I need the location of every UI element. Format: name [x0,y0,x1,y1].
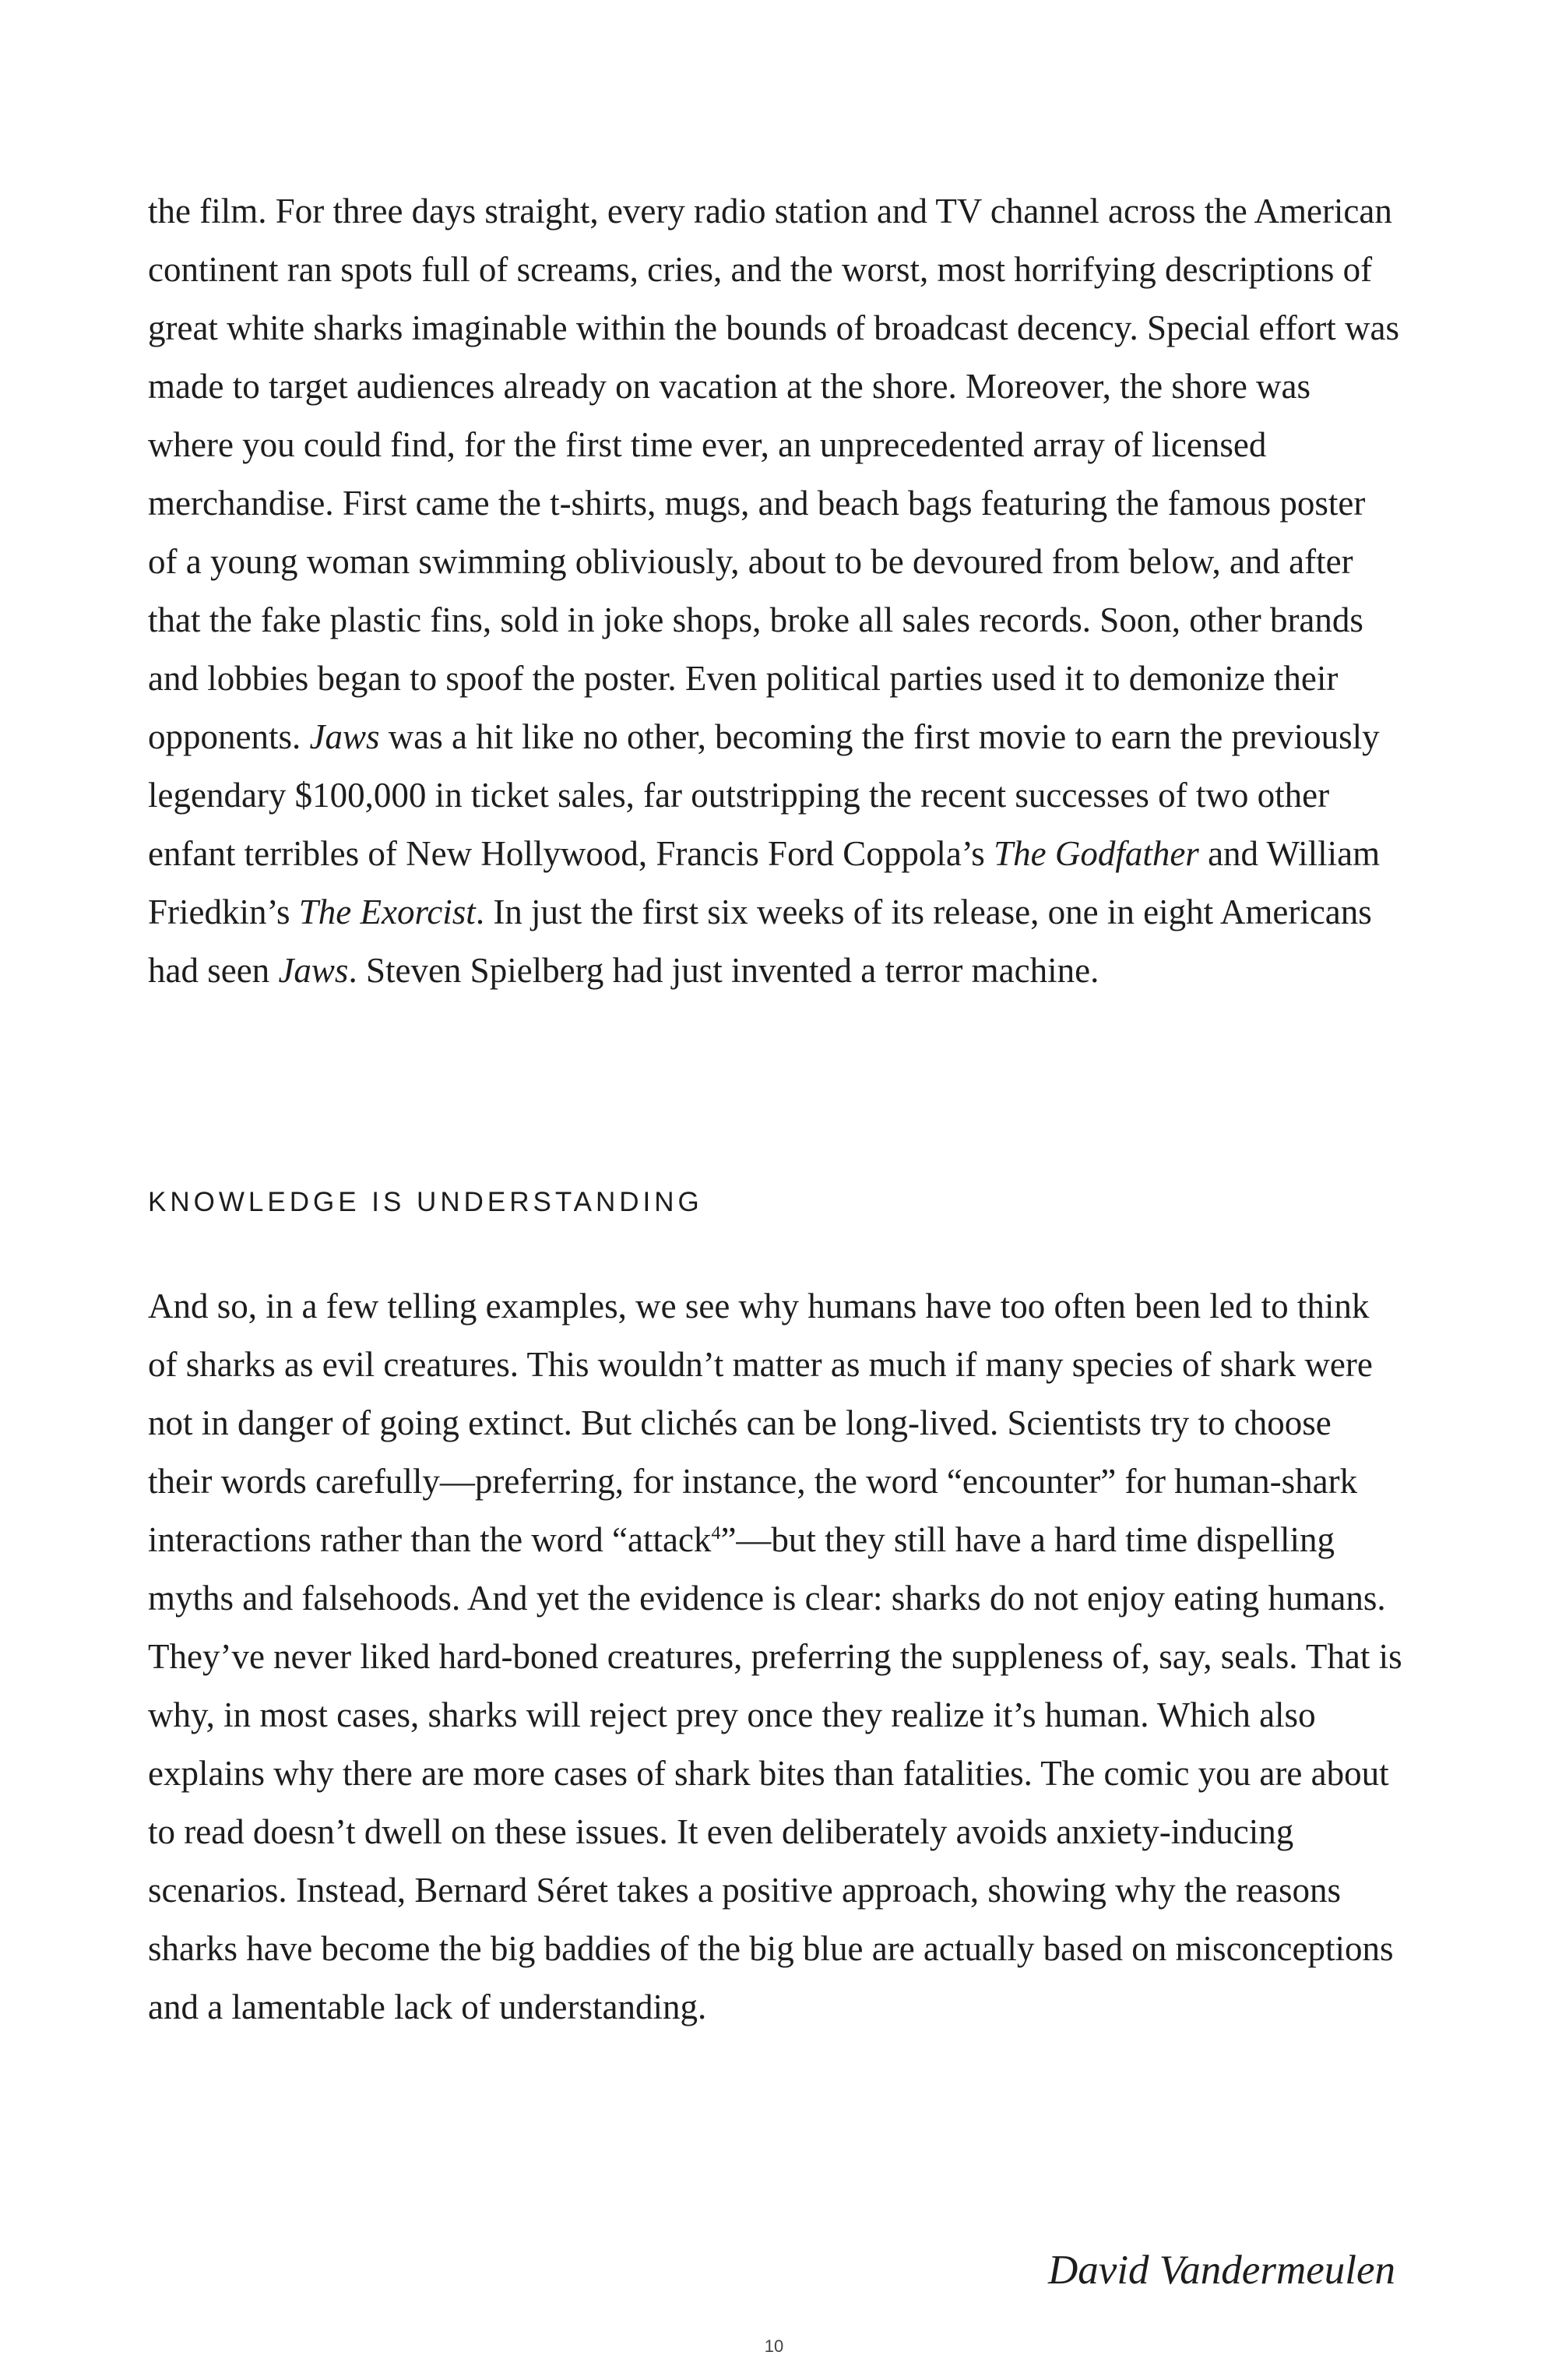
film-title-the-exorcist: The Exorcist [298,892,476,931]
author-signature: David Vandermeulen [1048,2248,1395,2293]
paragraph-2-text-part-2: ”—but they still have a hard time dispelling myths and falsehoods. And yet the evidence is clear: sharks do not enjoy eating humans. They’ve never liked hard-boned creatures, preferring the suppleness of, say, seals. That is why, in most cases, sharks will reject prey once they realize it’s human. Which also explains why there are more cases of shark bites than fatalities. The comic you are about to read doesn’t dwell on these issues. It even deliberately avoids anxiety-inducing scenarios. Instead, Bernard Séret takes a positive approach, showing why the reasons sharks have become the big baddies of the big blue are actually based on misconceptions and a lamentable lack of understanding. [148,1520,1402,2026]
footnote-marker: 4 [711,1523,721,1544]
paragraph-1-text-part-5: . Steven Spielberg had just invented a terror machine. [348,951,1099,990]
paragraph-1-text-part-3: and William Friedkin’s [148,834,1381,931]
body-paragraph-1 [148,182,1403,1000]
film-title-jaws-second: Jaws [278,951,349,990]
film-title-the-godfather: The Godfather [994,834,1199,873]
body-paragraph-2 [148,1277,1403,2037]
film-title-jaws: Jaws [309,717,380,756]
page-number: 10 [764,2336,784,2356]
section-heading: KNOWLEDGE IS UNDERSTANDING [148,1187,703,1217]
paragraph-1-text-part-1: the film. For three days straight, every radio station and TV channel across the American continent ran spots full of screams, cries, and the worst, most horrifying descriptions of great white sharks imaginable within the bounds of broadcast decency. Special effort was made to target audiences already on vacation at the shore. Moreover, the shore was where you could find, for the first time ever, an unprecedented array of licensed merchandise. First came the t-shirts, mugs, and beach bags featuring the famous poster of a young woman swimming obliviously, about to be devoured from below, and after that the fake plastic fins, sold in joke shops, broke all sales records. Soon, other brands and lobbies began to spoof the poster. Even political parties used it to demonize their opponents. [148,192,1399,756]
paragraph-1-text-part-2: was a hit like no other, becoming the first movie to earn the previously legendary $100,000 in ticket sales, far outstripping the recent successes of two other enfant terribles of New Hollywood, Francis Ford Coppola’s [148,717,1380,873]
paragraph-2-text-part-1: And so, in a few telling examples, we see why humans have too often been led to think of sharks as evil creatures. This wouldn’t matter as much if many species of shark were not in danger of going extinct. But clichés can be long-lived. Scientists try to choose their words carefully—preferring, for instance, the word “encounter” for human-shark interactions rather than the word “attack [148,1287,1373,1559]
paragraph-1-text-part-4: . In just the first six weeks of its release, one in eight Americans had seen [148,892,1372,990]
